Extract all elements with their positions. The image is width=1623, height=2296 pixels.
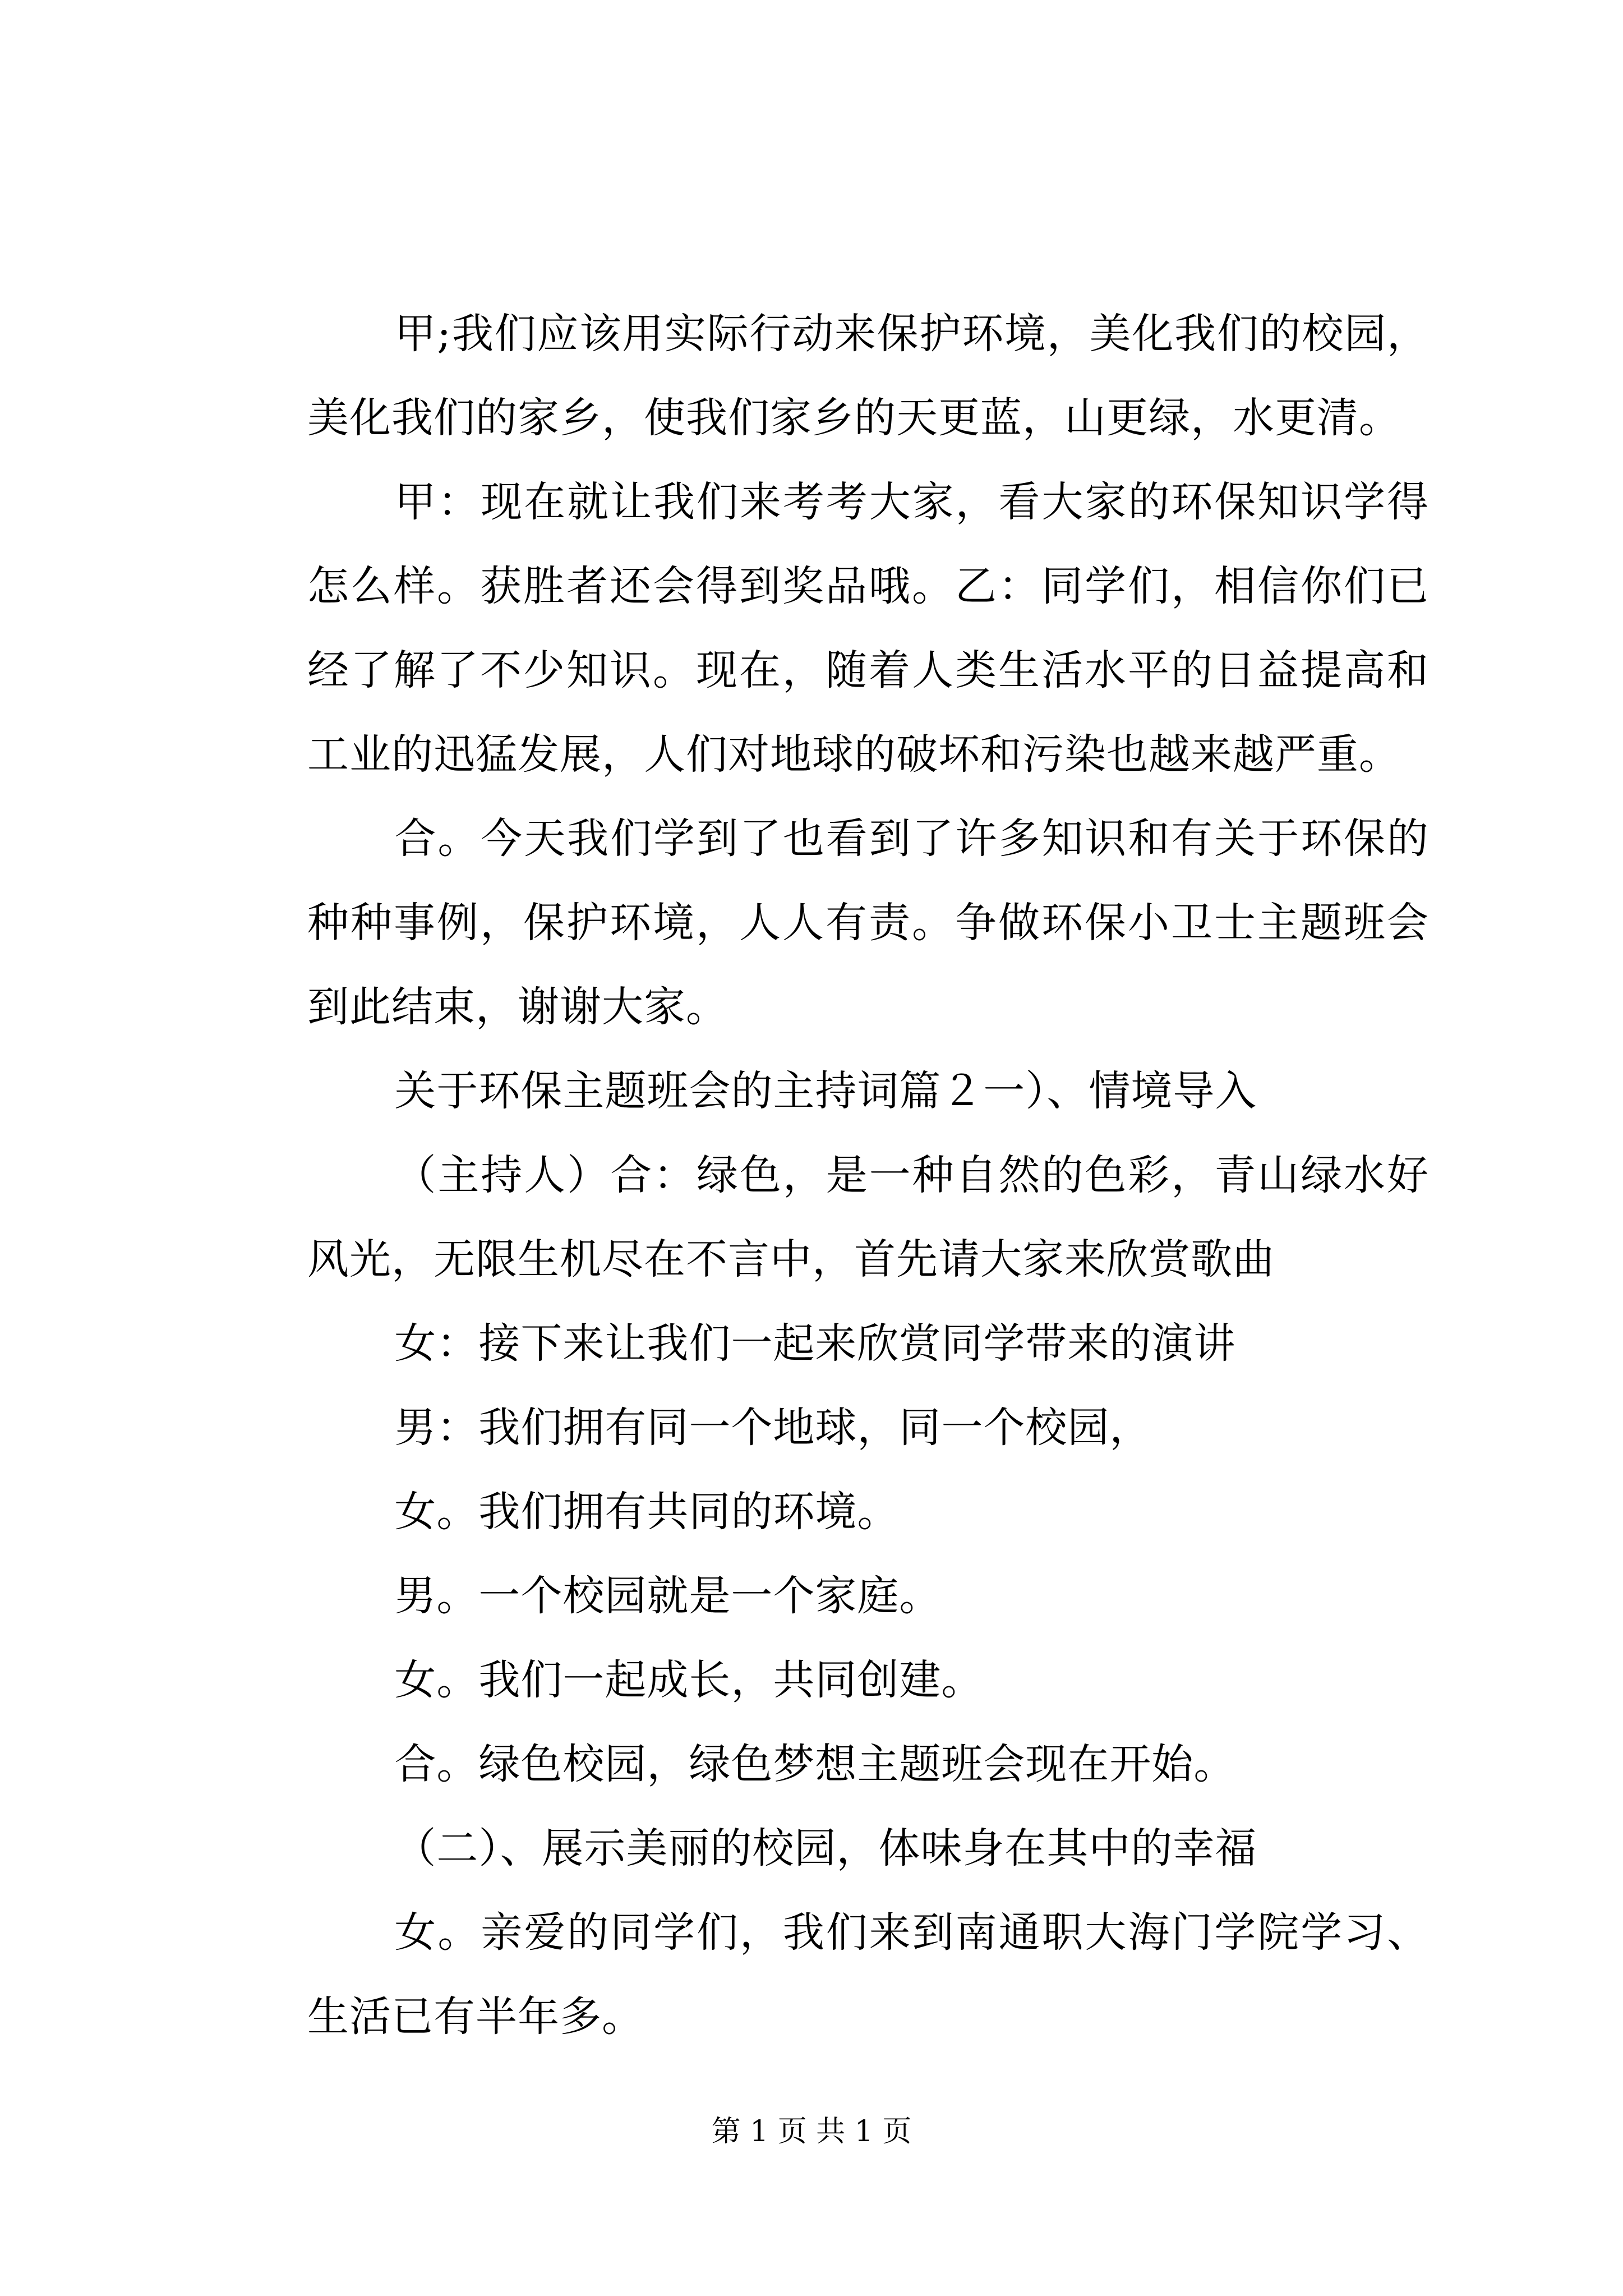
paragraph-8: 女。我们拥有共同的环境。: [394, 1488, 900, 1536]
paragraph-4: 关于环保主题班会的主持词篇２一）、情境导入: [394, 1067, 1257, 1115]
paragraph-5: （主持人）合：绿色，是一种自然的色彩，青山绿水好风光，无限生机尽在不言中，首先请大家来欣赏歌曲: [307, 1151, 1429, 1283]
page-footer: 第 1 页 共 1 页: [711, 2115, 912, 2148]
paragraph-9: 男。一个校园就是一个家庭。: [394, 1572, 942, 1620]
paragraph-10: 女。我们一起成长，共同创建。: [394, 1656, 984, 1704]
document-body: [307, 292, 1429, 2059]
paragraph-6: 女：接下来让我们一起来欣赏同学带来的演讲: [394, 1319, 1236, 1368]
paragraph-11: 合。绿色校园，绿色梦想主题班会现在开始。: [394, 1740, 1236, 1788]
paragraph-3: 合。今天我们学到了也看到了许多知识和有关于环保的种种事例，保护环境，人人有责。争做环保小卫士主题班会到此结束，谢谢大家。: [307, 815, 1429, 1031]
paragraph-13: 女。亲爱的同学们，我们来到南通职大海门学院学习、生活已有半年多。: [307, 1908, 1429, 2041]
paragraph-12: （二）、展示美丽的校园，体味身在其中的幸福: [394, 1824, 1257, 1872]
paragraph-1: 甲;我们应该用实际行动来保护环境，美化我们的校园，美化我们的家乡，使我们家乡的天更蓝，山更绿，水更清。: [307, 310, 1429, 442]
paragraph-2: 甲：现在就让我们来考考大家，看大家的环保知识学得怎么样。获胜者还会得到奖品哦。乙：同学们，相信你们已经了解了不少知识。现在，随着人类生活水平的日益提高和工业的迅猛发展，人们对地球的破坏和污染也越来越严重。: [307, 478, 1429, 779]
paragraph-7: 男：我们拥有同一个地球，同一个校园，: [394, 1404, 1152, 1452]
